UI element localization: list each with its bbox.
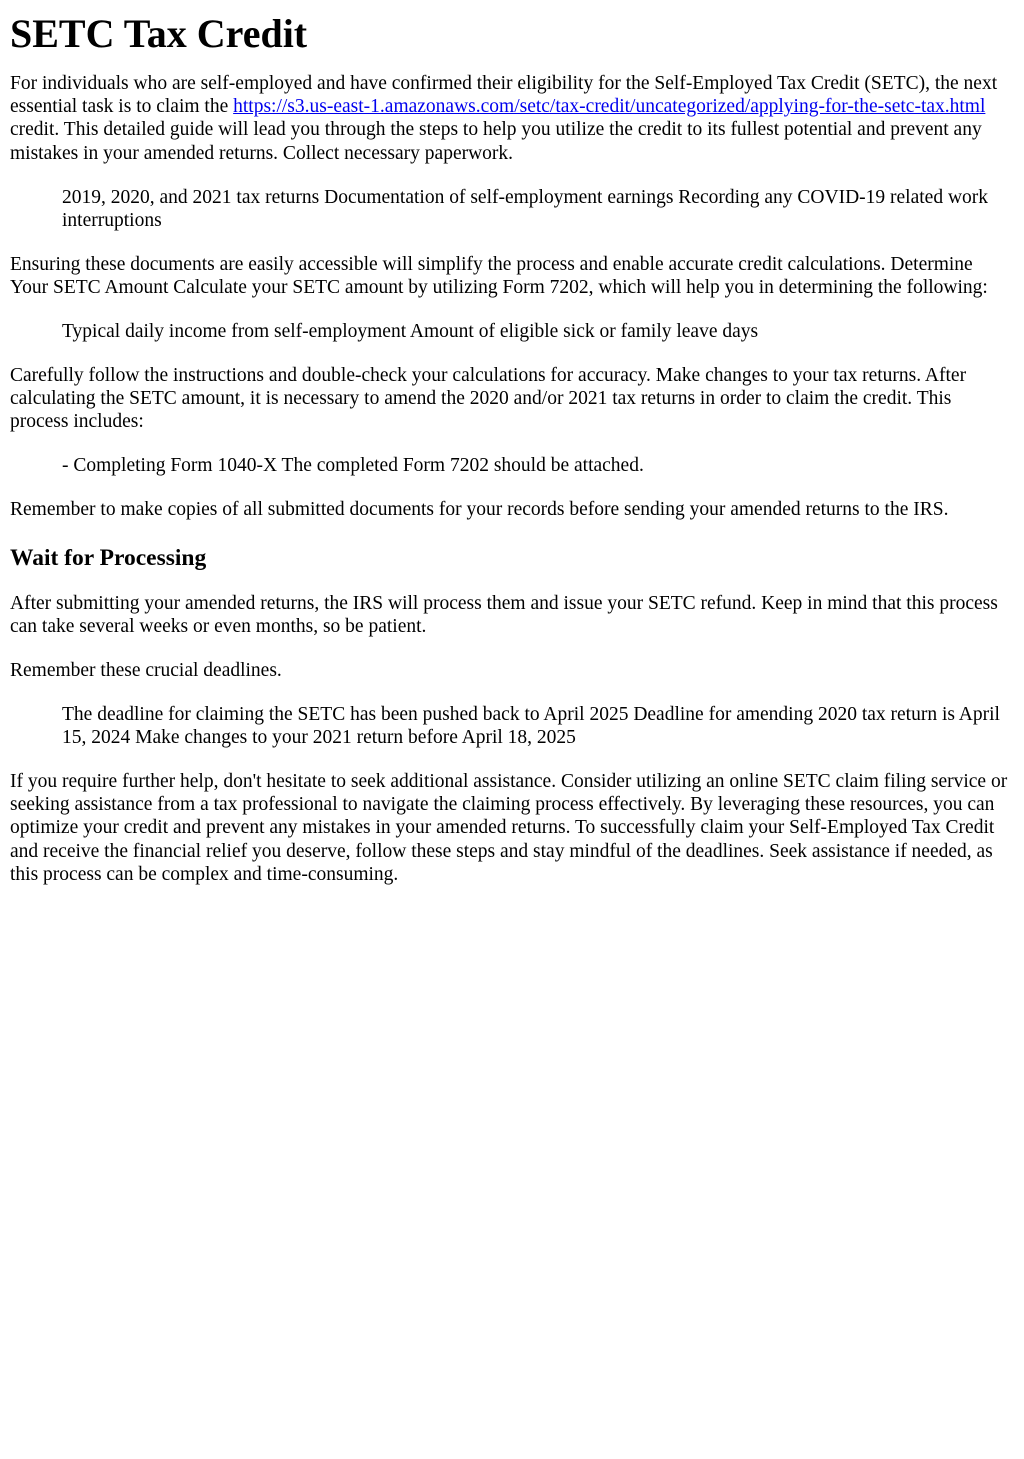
processing-paragraph: After submitting your amended returns, the IRS will process them and issue your SETC refund. Keep in mind that this process can take several weeks or even months, so be patient.	[10, 592, 998, 637]
amend-steps-quote: - Completing Form 1040-X The completed Form 7202 should be attached.	[62, 455, 644, 477]
amend-returns-paragraph: Carefully follow the instructions and double-check your calculations for accuracy. Make changes to your tax returns. After calculating the SETC amount, it is necessary to amend the 2020 and/or 2021 tax returns in order to claim the credit. This process includes:	[10, 365, 967, 433]
deadlines-quote: The deadline for claiming the SETC has been pushed back to April 2025 Deadline for amending 2020 tax return is April 15, 2024 Make changes to your 2021 return before April 18, 2025	[62, 703, 1000, 749]
form-7202-items-quote: Typical daily income from self-employment Amount of eligible sick or family leave days	[62, 321, 759, 343]
page-title: SETC Tax Credit	[10, 11, 308, 56]
intro-paragraph	[10, 72, 1014, 165]
intro-text-after-link: credit. This detailed guide will lead you through the steps to help you utilize the credit to its fullest potential and prevent any mistakes in your amended returns. Collect necessary paperwork.	[10, 119, 982, 164]
assistance-paragraph: If you require further help, don't hesitate to seek additional assistance. Consider utilizing an online SETC claim filing service or seeking assistance from a tax professional to navigate the claiming process effectively. By leveraging these resources, you can optimize your credit and prevent any mistakes in your amended returns. To successfully claim your Self-Employed Tax Credit and receive the financial relief you deserve, follow these steps and stay mindful of the deadlines. Seek assistance if needed, as this process can be complex and time-consuming.	[10, 771, 1008, 885]
setc-guide-link[interactable]: https://s3.us-east-1.amazonaws.com/setc/tax-credit/uncategorized/applying-for-the-setc-tax.html	[233, 96, 986, 118]
wait-for-processing-heading: Wait for Processing	[10, 544, 207, 571]
copies-reminder-paragraph: Remember to make copies of all submitted documents for your records before sending your amended returns to the IRS.	[10, 499, 949, 521]
paperwork-list-quote: 2019, 2020, and 2021 tax returns Documentation of self-employment earnings Recording any COVID-19 related work interruptions	[62, 186, 989, 231]
determine-amount-paragraph: Ensuring these documents are easily accessible will simplify the process and enable accurate credit calculations. Determine Your SETC Amount Calculate your SETC amount by utilizing Form 7202, which will help you in determining the following:	[10, 253, 988, 299]
intro-text-before-link: For individuals who are self-employed and have confirmed their eligibility for the Self-Employed Tax Credit (SETC), the next essential task is to claim the	[10, 73, 998, 118]
deadlines-intro-paragraph: Remember these crucial deadlines.	[10, 659, 282, 681]
document-page	[0, 11, 1024, 886]
